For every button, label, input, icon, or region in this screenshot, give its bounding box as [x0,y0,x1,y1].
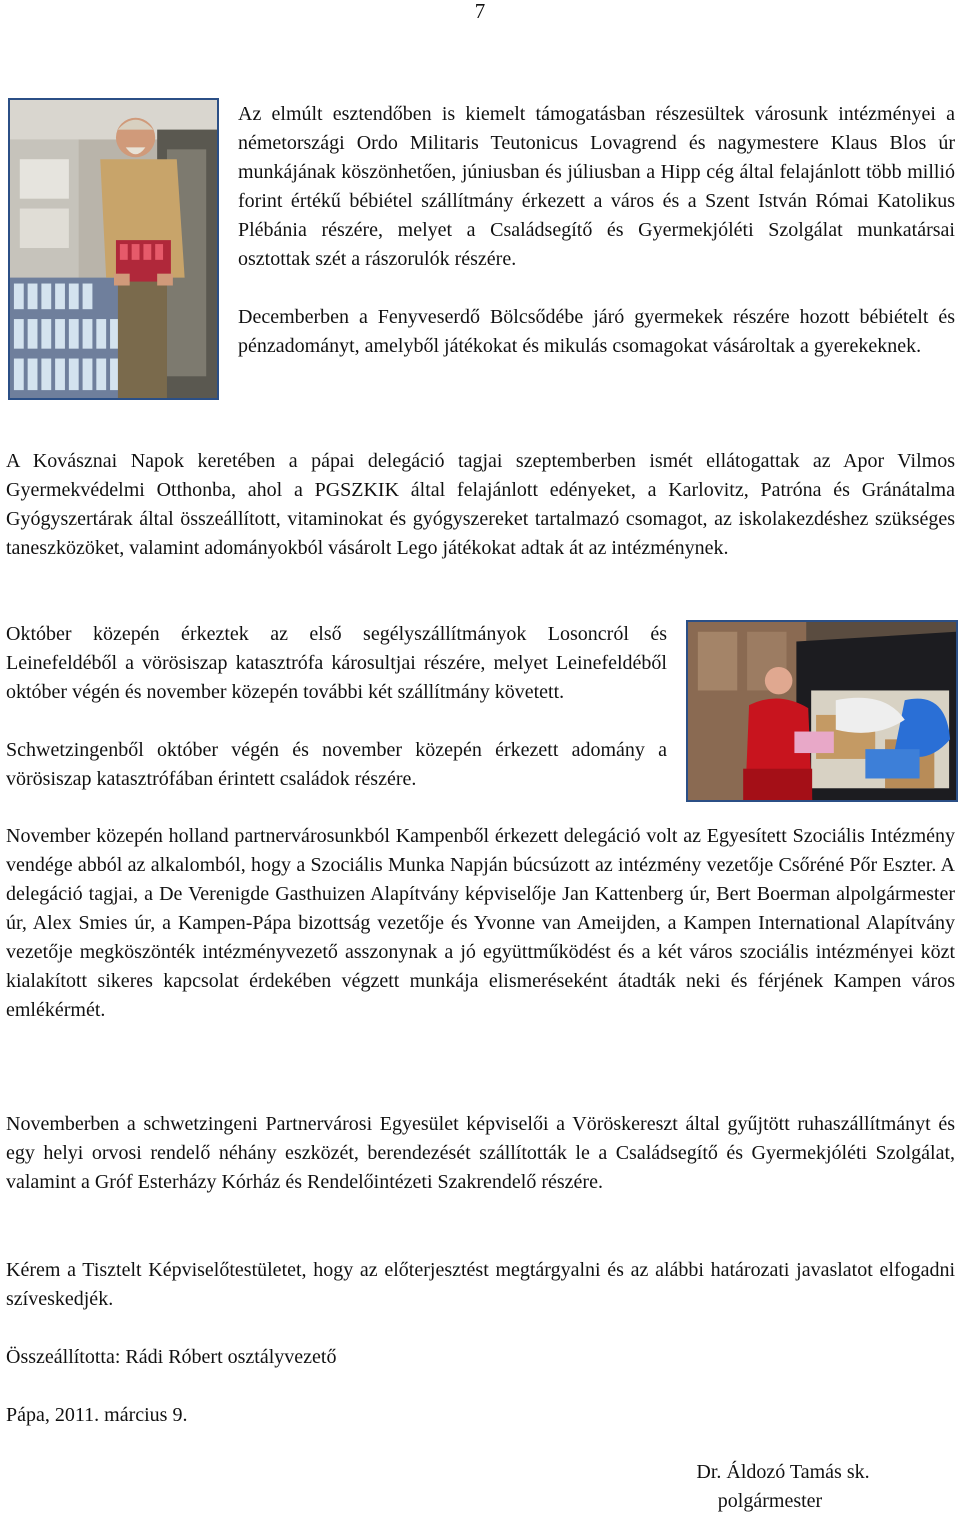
paragraph-kovasznai-napok: A Kovásznai Napok keretében a pápai delegáció tagjai szeptemberben ismét ellátogattak az Apor Vilmos Gyermekvédelmi Otthonba, ahol a PGSZKIK által felajánlott edényeket, a Karlovitz, Patróna és Gránátalma Gyógyszertárak által összeállított, vitaminokat és gyógyszereket tartalmazó csomagot, az iskolakezdéshez szükséges taneszközöket, valamint adományokból vásárolt Lego játékokat adtak át az intézménynek. [6,450,955,559]
photo-man-carrying-crates [8,98,219,400]
paragraph-red-sludge-aid: Október közepén érkeztek az első segélyszállítmányok Losoncról és Leinefeldéből a vörösiszap katasztrófa károsultjai részére, melyet Leinefeldéből október végén és november közepén további két szállítmány követett. [6,623,667,703]
compiled-by-line: Összeállította: Rádi Róbert osztályvezető [6,1346,337,1368]
photo-car-unloading [686,620,958,802]
signature-name: Dr. Áldozó Tamás sk. [696,1461,870,1483]
place-and-date: Pápa, 2011. március 9. [6,1404,188,1426]
paragraph-december-nursery: Decemberben a Fenyveserdő Bölcsődébe járó gyermekek részére hozott bébiételt és pénzadományt, amelyből játékokat és mikulás csomagokat vásároltak a gyerekeknek. [238,306,955,357]
page-number: 7 [474,0,486,23]
paragraph-teutonic-order-donations: Az elmúlt esztendőben is kiemelt támogatásban részesültek városunk intézményei a németországi Ordo Militaris Teutonicus Lovagrend és nagymestere Klaus Blos úr munkájának köszönhetően, júniusban és júliusban a Hipp cég által felajánlott több millió forint értékű bébiétel szállítmány érkezett a város és a Szent István Római Katolikus Plébánia részére, melyet a Családsegítő és Gyermekjóléti Szolgálat munkatársai osztottak szét a rászorulók részére. [238,103,955,270]
paragraph-kampen-delegation: November közepén holland partnervárosunkból Kampenből érkezett delegáció volt az Egyesített Szociális Intézmény vendége abból az alkalomból, hogy a Szociális Munka Napján búcsúzott az intézmény vezetője Csőréné Pőr Eszter. A delegáció tagjai, a De Verenigde Gasthuizen Alapítvány képviselője Jan Kattenberg úr, Bert Boerman alpolgármester úr, Alex Smies úr, a Kampen-Pápa bizottság vezetője és Yvonne van Ameijden, a Kampen International Alapítvány vezetője megköszönték intézményvezető asszonynak a jó együttműködést és a két város szociális intézményei közt kialakított sikeres kapcsolat érdekében végzett munkája elismeréseként átadták neki és férjének Kampen város emlékérmét. [6,825,955,1021]
paragraph-schwetzingen-partner-association: Novemberben a schwetzingeni Partnervárosi Egyesület képviselői a Vöröskereszt által gyűjtött ruhaszállítmányt és egy helyi orvosi rendelő néhány eszközét, berendezését szállították le a Családsegítő és Gyermekjóléti Szolgálat, valamint a Gróf Esterházy Kórház és Rendelőintézeti Szakrendelő részére. [6,1113,955,1193]
paragraph-request-to-council: Kérem a Tisztelt Képviselőtestületet, hogy az előterjesztést megtárgyalni és az alábbi határozati javaslatot elfogadni szíveskedjék. [6,1259,955,1310]
signature-title: polgármester [717,1490,823,1512]
paragraph-schwetzingen-aid: Schwetzingenből október végén és november közepén érkezett adomány a vörösiszap katasztrófában érintett családok részére. [6,739,667,790]
